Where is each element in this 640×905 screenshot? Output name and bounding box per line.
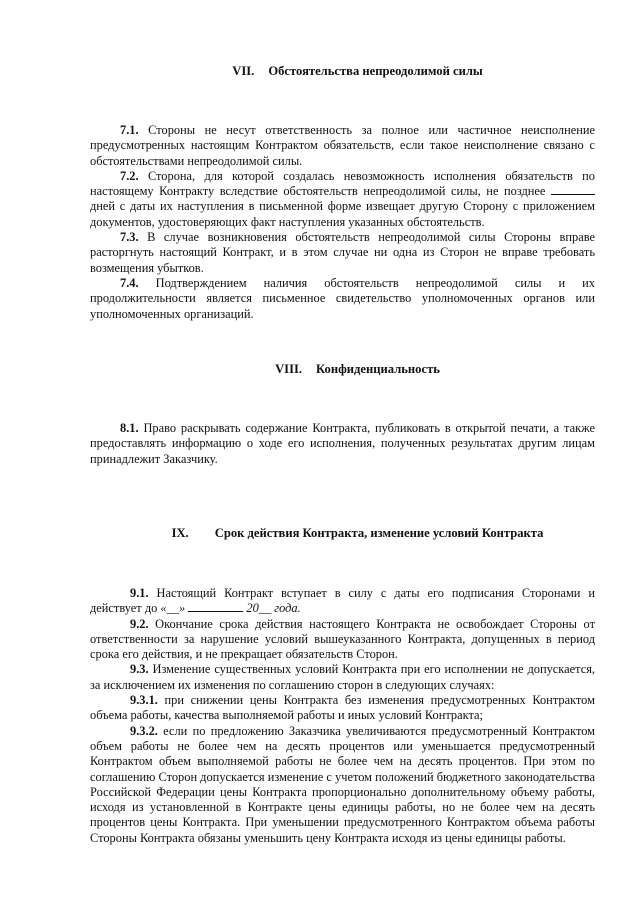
clause-9-3-2-number: 9.3.2.: [130, 723, 158, 738]
section-8-title: Конфиденциальность: [316, 362, 440, 376]
section-9-body: [90, 586, 595, 846]
clause-9-1: [90, 586, 595, 617]
clause-9-1-number: 9.1.: [130, 586, 149, 600]
clause-9-3-1-number: 9.3.1.: [130, 693, 158, 708]
clause-8-1-number: 8.1.: [120, 421, 139, 435]
section-9-title: Срок действия Контракта, изменение условий Контракта: [214, 526, 544, 540]
clause-7-1-number: 7.1.: [120, 123, 139, 137]
clause-7-4-text: Подтверждением наличия обстоятельств непреодолимой силы и их продолжительности является письменное свидетельство уполномоченных органов или уполномоченных организаций.: [90, 275, 595, 321]
clause-9-2: [90, 617, 595, 663]
clause-9-2-text: Окончание срока действия настоящего Контракта не освобождает Стороны от ответственности за нарушение условий вышеуказанного Контракта, допущенных в период срока его действия, и не прекращает обязательств Сторон.: [90, 616, 595, 662]
clause-9-3-2-text: если по предложению Заказчика увеличиваются предусмотренный Контрактом объем работы не более чем на десять процентов или уменьшается предусмотренный Контрактом объем выполняемой работы не более чем на десять процентов. При этом по соглашению Сторон допускается изменение с учетом положений бюджетного законодательства Российской Федерации цены Контракта пропорционально дополнительному объему работы, исходя из установленной в Контракте цены единицы работы, но не более чем на десять процентов цены Контракта. При уменьшении предусмотренного Контрактом объема работы Стороны Контракта обязаны уменьшить цену Контракта исходя из цены единицы работы.: [90, 723, 595, 845]
date-month-blank-line: [188, 601, 243, 612]
section-7-title: Обстоятельства непреодолимой силы: [268, 64, 483, 78]
clause-7-4-number: 7.4.: [120, 275, 139, 290]
clause-7-3-text: В случае возникновения обстоятельств непреодолимой силы Стороны вправе расторгнуть настоящий Контракт, и в этом случае ни одна из Сторон не вправе требовать возмещения убытков.: [90, 230, 595, 275]
clause-9-1-text: Настоящий Контракт вступает в силу с даты его подписания Сторонами и действует до: [90, 586, 595, 616]
clause-9-3-number: 9.3.: [130, 662, 149, 677]
clause-7-4: [90, 276, 595, 322]
clause-7-2-text-a: Сторона, для которой создалась невозможность исполнения обязательств по настоящему Контракту вследствие обстоятельств непреодолимой силы, не позднее: [90, 168, 595, 199]
section-7-heading: [105, 64, 610, 79]
clause-8-1-text: Право раскрывать содержание Контракта, публиковать в открытой печати, а также предоставлять информацию о ходе его исполнения, полученных результатах другим лицам принадлежит Заказчику.: [90, 421, 595, 466]
clause-9-3-text: Изменение существенных условий Контракта при его исполнении не допускается, за исключением их изменения по соглашению сторон в следующих случаях:: [90, 662, 595, 692]
clause-7-1: [90, 123, 595, 169]
clause-9-3: [90, 662, 595, 693]
section-9-heading: [105, 526, 610, 541]
section-8-heading: [105, 362, 610, 377]
clause-9-3-1: [90, 693, 595, 724]
days-blank-line: [551, 184, 595, 195]
date-year-placeholder: 20__ года.: [243, 601, 301, 616]
clause-9-3-2: [90, 724, 595, 846]
date-day-placeholder: «__»: [160, 601, 186, 616]
clause-8-1: [90, 421, 595, 467]
clause-7-1-text: Стороны не несут ответственность за полное или частичное неисполнение предусмотренных настоящим Контрактом обязательств, если такое неисполнение связано с обстоятельствами непреодолимой силы.: [90, 123, 595, 168]
clause-7-2-number: 7.2.: [120, 168, 139, 183]
clause-9-3-1-text: при снижении цены Контракта без изменения предусмотренных Контрактом объема работы, качества выполняемой работы и иных условий Контракта;: [90, 693, 595, 723]
clause-7-2: [90, 169, 595, 230]
section-7-body: [90, 123, 595, 322]
section-9-number: IX.: [171, 526, 189, 540]
clause-7-3-number: 7.3.: [120, 230, 139, 245]
section-8-body: [90, 421, 595, 467]
clause-9-2-number: 9.2.: [130, 616, 149, 631]
clause-7-3: [90, 230, 595, 276]
clause-7-2-text-b: дней с даты их наступления в письменной форме извещает другую Сторону с приложением документов, удостоверяющих факт наступления указанных обстоятельств.: [90, 199, 595, 229]
section-8-number: VIII.: [275, 362, 303, 376]
section-7-number: VII.: [232, 64, 255, 78]
